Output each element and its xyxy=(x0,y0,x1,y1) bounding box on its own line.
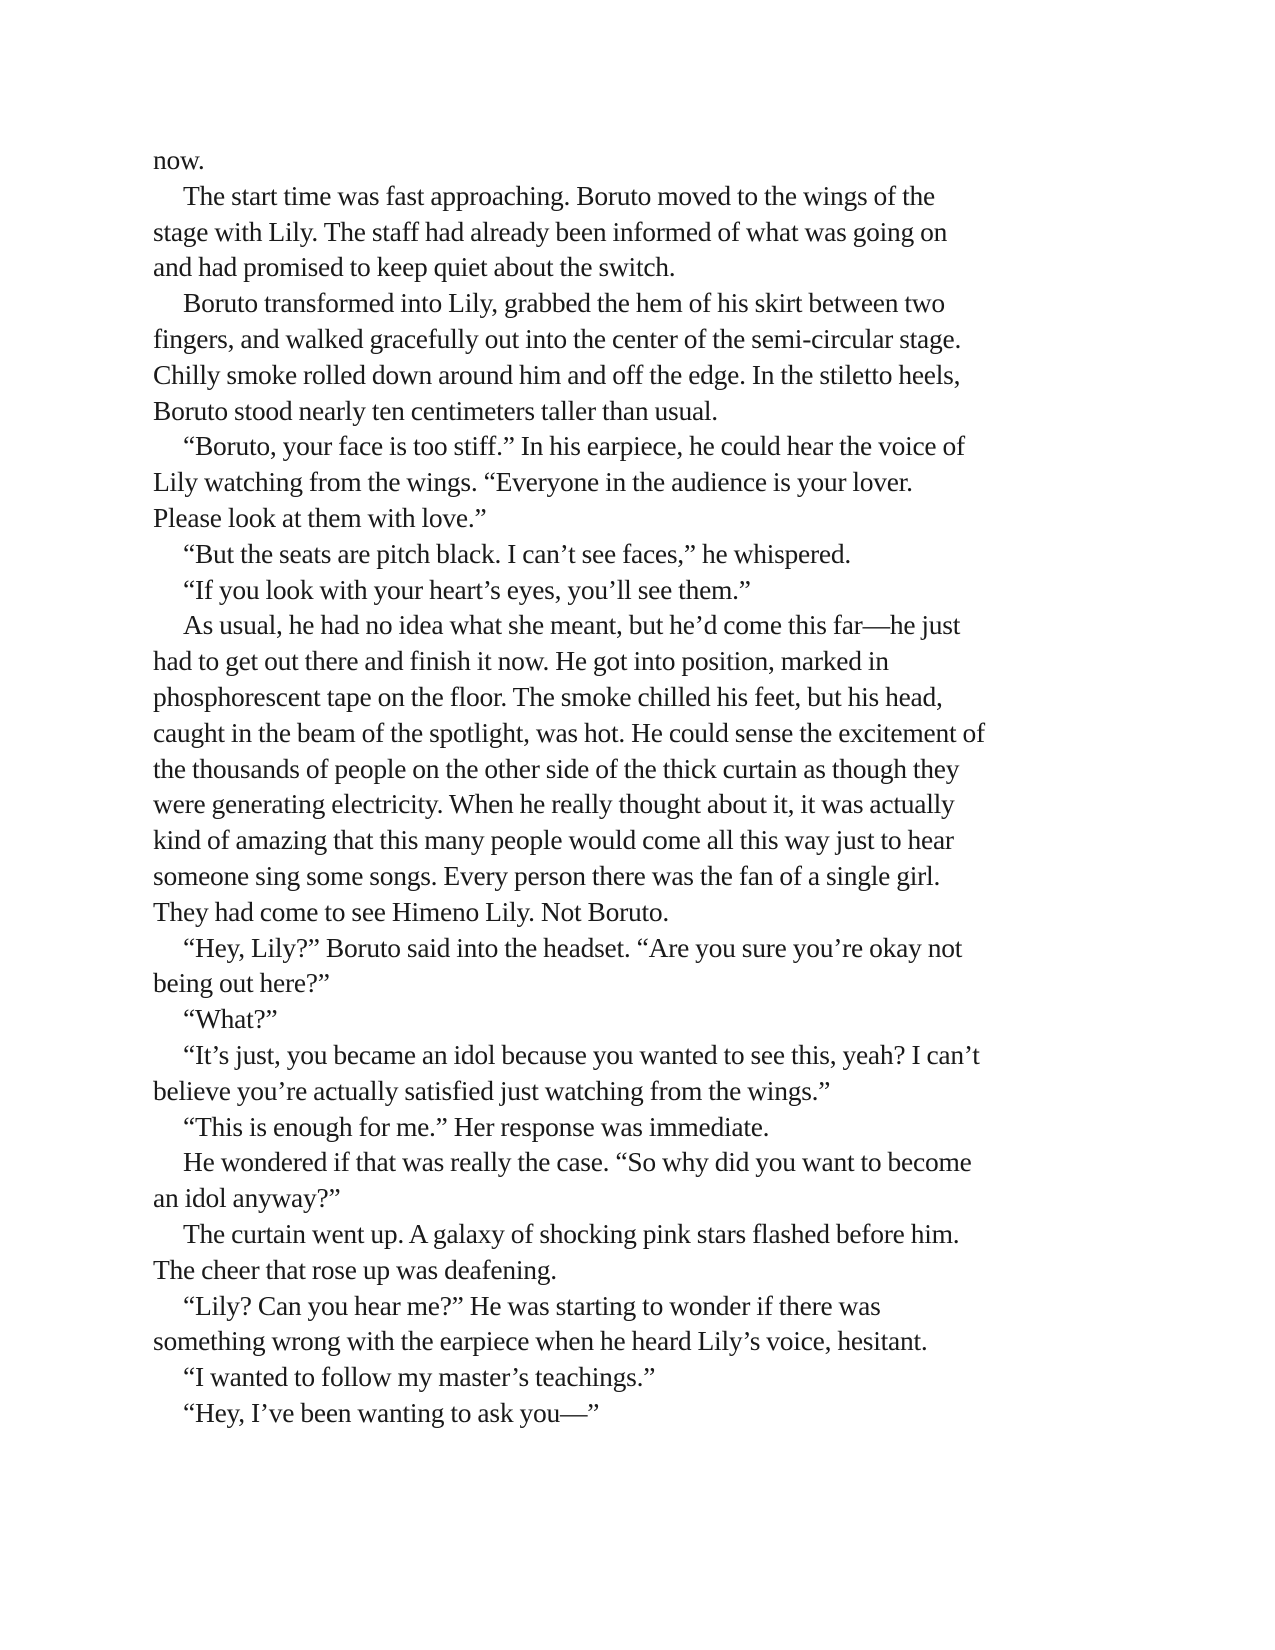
text-line: phosphorescent tape on the floor. The smoke chilled his feet, but his head, xyxy=(153,680,943,712)
text-line: “Boruto, your face is too stiff.” In his earpiece, he could hear the voice of xyxy=(183,430,965,462)
text-line: Chilly smoke rolled down around him and off the edge. In the stiletto heels, xyxy=(153,358,961,390)
text-line: “Hey, Lily?” Boruto said into the headset. “Are you sure you’re okay not xyxy=(183,931,963,963)
text-line: were generating electricity. When he really thought about it, it was actually xyxy=(153,788,955,820)
text-line: “It’s just, you became an idol because you wanted to see this, yeah? I can’t xyxy=(183,1038,980,1070)
text-line: “But the seats are pitch black. I can’t see faces,” he whispered. xyxy=(183,537,851,569)
text-line: had to get out there and finish it now. He got into position, marked in xyxy=(153,645,889,677)
text-line: He wondered if that was really the case. “So why did you want to become xyxy=(183,1146,972,1178)
text-line: someone sing some songs. Every person there was the fan of a single girl. xyxy=(153,859,941,891)
text-line: something wrong with the earpiece when he heard Lily’s voice, hesitant. xyxy=(153,1325,928,1357)
text-line: The cheer that rose up was deafening. xyxy=(153,1253,557,1285)
text-line: As usual, he had no idea what she meant, but he’d come this far—he just xyxy=(183,609,961,641)
text-line: believe you’re actually satisfied just watching from the wings.” xyxy=(153,1074,831,1106)
text-line: “What?” xyxy=(183,1003,278,1035)
text-line: Boruto transformed into Lily, grabbed the hem of his skirt between two xyxy=(183,287,945,319)
text-line: “Hey, I’ve been wanting to ask you—” xyxy=(183,1396,600,1428)
text-line: Please look at them with love.” xyxy=(153,501,487,533)
text-line: “I wanted to follow my master’s teachings.” xyxy=(183,1361,656,1393)
text-line: Boruto stood nearly ten centimeters taller than usual. xyxy=(153,394,718,426)
text-line: fingers, and walked gracefully out into the center of the semi-circular stage. xyxy=(153,322,962,354)
text-line: being out here?” xyxy=(153,967,330,999)
text-line: the thousands of people on the other side of the thick curtain as though they xyxy=(153,752,960,784)
text-line: and had promised to keep quiet about the switch. xyxy=(153,251,676,283)
text-line: “Lily? Can you hear me?” He was starting to wonder if there was xyxy=(183,1289,881,1321)
text-line: kind of amazing that this many people would come all this way just to hear xyxy=(153,824,954,856)
text-line: The start time was fast approaching. Boruto moved to the wings of the xyxy=(183,179,935,211)
text-line: Lily watching from the wings. “Everyone in the audience is your lover. xyxy=(153,466,913,498)
text-line: They had come to see Himeno Lily. Not Boruto. xyxy=(153,895,670,927)
text-line: “This is enough for me.” Her response was immediate. xyxy=(183,1110,770,1142)
text-line: now. xyxy=(153,144,205,175)
text-line: The curtain went up. A galaxy of shocking pink stars flashed before him. xyxy=(183,1217,960,1249)
document-page xyxy=(153,142,1113,1431)
text-line: “If you look with your heart’s eyes, you’ll see them.” xyxy=(183,573,751,605)
text-line: caught in the beam of the spotlight, was hot. He could sense the excitement of xyxy=(153,716,985,748)
text-line: stage with Lily. The staff had already been informed of what was going on xyxy=(153,215,948,247)
text-line: an idol anyway?” xyxy=(153,1182,341,1214)
